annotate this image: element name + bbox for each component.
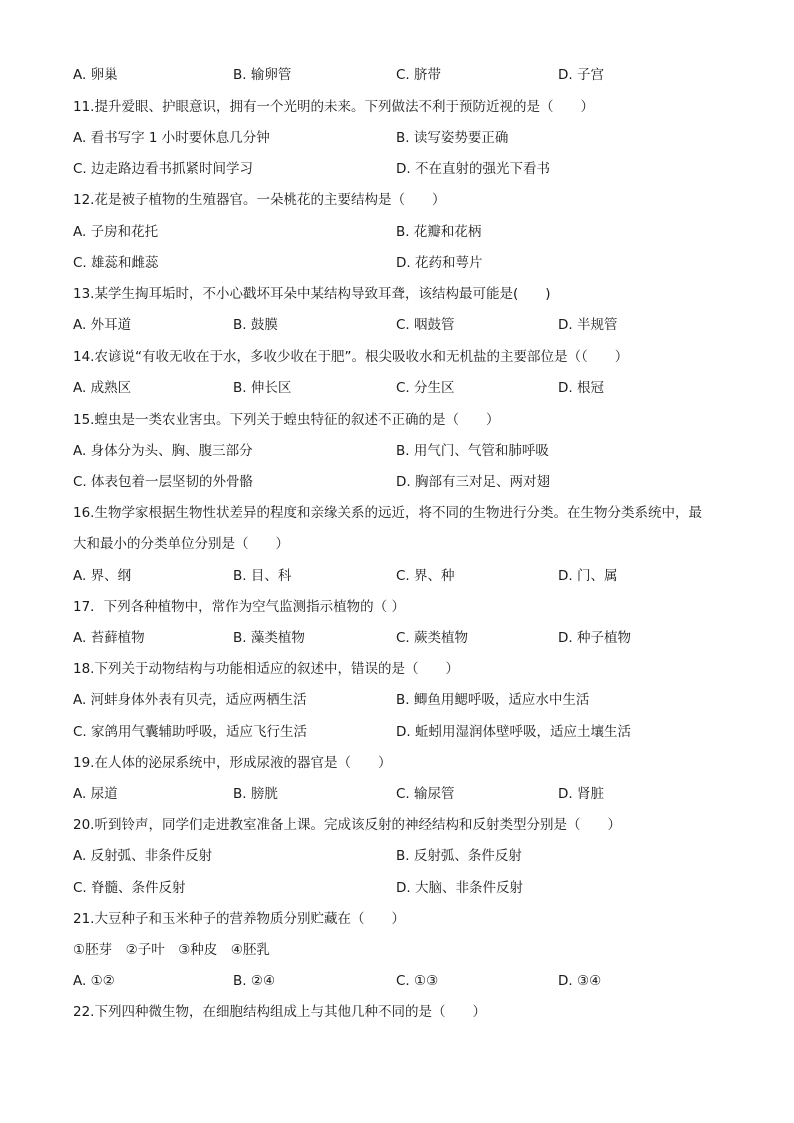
- q17-option-d: D. 种子植物: [558, 630, 631, 646]
- q21-option-a: A. ①②: [73, 973, 115, 989]
- q21-option-d: D. ③④: [558, 973, 602, 989]
- q21-option-b: B. ②④: [233, 973, 276, 989]
- q20-option-a: A. 反射弧、非条件反射: [73, 848, 213, 864]
- q12-option-b: B. 花瓣和花柄: [396, 224, 482, 240]
- q12-option-d: D. 花药和萼片: [396, 255, 483, 271]
- q18-option-b: B. 鲫鱼用鳃呼吸，适应水中生活: [396, 692, 590, 708]
- q16-option-b: B. 目、科: [233, 568, 292, 584]
- q14-stem: 14.农谚说“有收无收在于水，多收少收在于肥”。根尖吸收水和无机盐的主要部位是（（ ）: [73, 349, 629, 365]
- q16-option-d: D. 门、属: [558, 568, 618, 584]
- q16-stem-line2: 大和最小的分类单位分别是（ ）: [73, 536, 289, 552]
- q21-option-c: C. ①③: [396, 973, 439, 989]
- q11-option-a: A. 看书写字 1 小时要休息几分钟: [73, 130, 270, 146]
- q13-option-a: A. 外耳道: [73, 317, 132, 333]
- q14-option-c: C. 分生区: [396, 380, 455, 396]
- q16-stem-line1: 16.生物学家根据生物性状差异的程度和亲缘关系的远近，将不同的生物进行分类。在生物分类系统中，最: [73, 505, 702, 521]
- q22-stem: 22.下列四种微生物，在细胞结构组成上与其他几种不同的是（ ）: [73, 1004, 486, 1020]
- q12-stem: 12.花是被子植物的生殖器官。一朵桃花的主要结构是（ ）: [73, 192, 446, 208]
- q16-option-c: C. 界、种: [396, 568, 455, 584]
- q19-option-c: C. 输尿管: [396, 786, 455, 802]
- q18-option-c: C. 家鸽用气囊辅助呼吸，适应飞行生活: [73, 724, 308, 740]
- q19-stem: 19.在人体的泌尿系统中，形成尿液的器官是（ ）: [73, 755, 392, 771]
- q18-option-d: D. 蚯蚓用湿润体壁呼吸，适应土壤生活: [396, 724, 631, 740]
- q16-option-a: A. 界、纲: [73, 568, 132, 584]
- q18-option-a: A. 河蚌身体外表有贝壳，适应两栖生活: [73, 692, 307, 708]
- q20-option-b: B. 反射弧、条件反射: [396, 848, 522, 864]
- q13-option-d: D. 半规管: [558, 317, 618, 333]
- q17-option-b: B. 藻类植物: [233, 630, 305, 646]
- q15-option-a: A. 身体分为头、胸、腹三部分: [73, 443, 253, 459]
- q14-option-d: D. 根冠: [558, 380, 604, 396]
- q11-option-d: D. 不在直射的强光下看书: [396, 161, 550, 177]
- q17-stem: 17．下列各种植物中，常作为空气监测指示植物的（ ）: [73, 599, 405, 615]
- q20-option-c: C. 脊髓、条件反射: [73, 880, 186, 896]
- q10-option-b: B. 输卵管: [233, 67, 292, 83]
- q13-option-b: B. 鼓膜: [233, 317, 278, 333]
- q10-option-c: C. 脐带: [396, 67, 442, 83]
- q12-option-c: C. 雄蕊和雌蕊: [73, 255, 159, 271]
- q17-option-c: C. 蕨类植物: [396, 630, 469, 646]
- q19-option-a: A. 尿道: [73, 786, 118, 802]
- q19-option-d: D. 肾脏: [558, 786, 604, 802]
- q15-option-d: D. 胸部有三对足、两对翅: [396, 474, 550, 490]
- q21-items: ①胚芽 ②子叶 ③种皮 ④胚乳: [73, 942, 270, 958]
- q21-stem: 21.大豆种子和玉米种子的营养物质分别贮藏在（ ）: [73, 911, 405, 927]
- q18-stem: 18.下列关于动物结构与功能相适应的叙述中，错误的是（ ）: [73, 661, 459, 677]
- q20-option-d: D. 大脑、非条件反射: [396, 880, 523, 896]
- q17-option-a: A. 苔藓植物: [73, 630, 145, 646]
- q14-option-b: B. 伸长区: [233, 380, 292, 396]
- q20-stem: 20.听到铃声，同学们走进教室准备上课。完成该反射的神经结构和反射类型分别是（ ）: [73, 817, 621, 833]
- q12-option-a: A. 子房和花托: [73, 224, 159, 240]
- q10-option-a: A. 卵巢: [73, 67, 118, 83]
- q15-stem: 15.蝗虫是一类农业害虫。下列关于蝗虫特征的叙述不正确的是（ ）: [73, 412, 500, 428]
- q11-stem: 11.提升爱眼、护眼意识，拥有一个光明的未来。下列做法不利于预防近视的是（ ）: [73, 99, 594, 115]
- q14-option-a: A. 成熟区: [73, 380, 132, 396]
- q13-option-c: C. 咽鼓管: [396, 317, 455, 333]
- q11-option-b: B. 读写姿势要正确: [396, 130, 509, 146]
- q15-option-b: B. 用气门、气管和肺呼吸: [396, 443, 549, 459]
- q15-option-c: C. 体表包着一层坚韧的外骨骼: [73, 474, 254, 490]
- q13-stem: 13.某学生掏耳垢时，不小心戳坏耳朵中某结构导致耳聋，该结构最可能是( ): [73, 286, 551, 302]
- q10-option-d: D. 子宫: [558, 67, 604, 83]
- q11-option-c: C. 边走路边看书抓紧时间学习: [73, 161, 254, 177]
- q19-option-b: B. 膀胱: [233, 786, 278, 802]
